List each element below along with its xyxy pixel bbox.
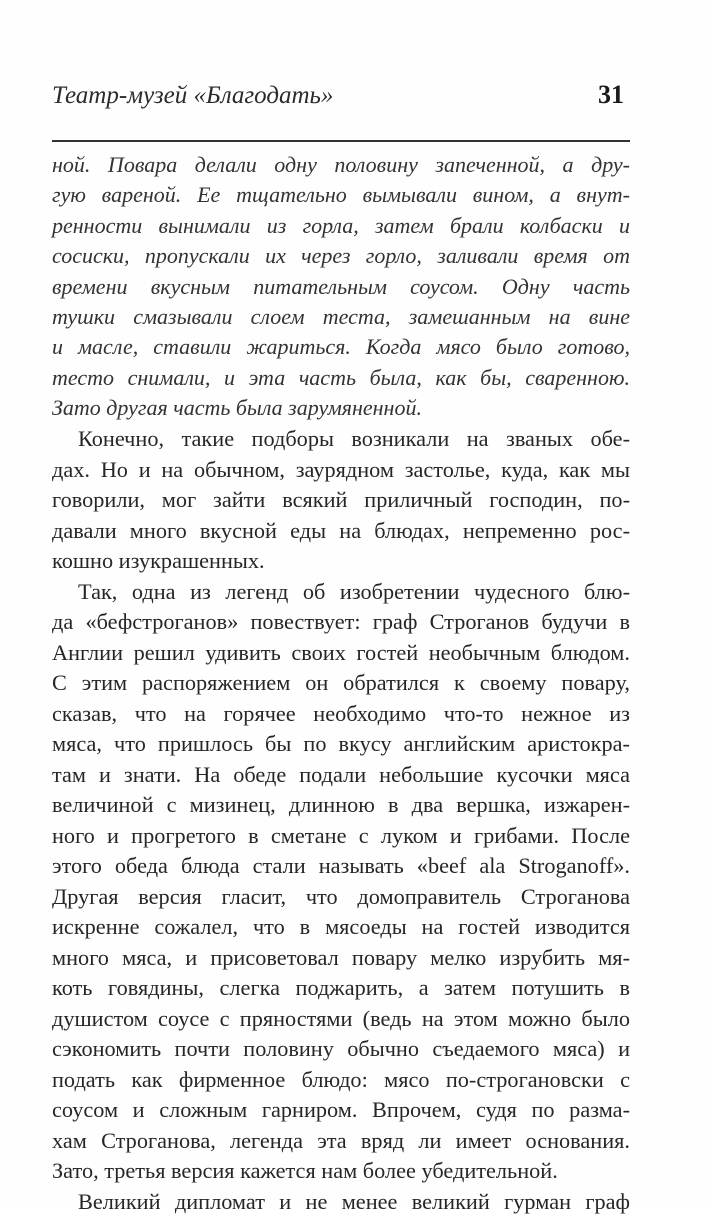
text-line: ренности вынимали из горла, затем брали колбаски и xyxy=(52,211,630,241)
text-line: С этим распоряжением он обратился к своему повару, xyxy=(52,668,630,699)
text-line: давали много вкусной еды на блюдах, непременно рос- xyxy=(52,516,630,547)
text-line: сказав, что на горячее необходимо что-то нежное из xyxy=(52,699,630,730)
text-line: душистом соусе с пряностями (ведь на этом можно было xyxy=(52,1004,630,1035)
text-line: Зато, третья версия кажется нам более убедительной. xyxy=(52,1156,630,1187)
text-line: ной. Повара делали одну половину запеченной, а дру- xyxy=(52,150,630,180)
text-line: хам Строганова, легенда эта вряд ли имеет основания. xyxy=(52,1126,630,1157)
text-line: много мяса, и присоветовал повару мелко изрубить мя- xyxy=(52,943,630,974)
text-line: тесто снимали, и эта часть была, как бы, сваренною. xyxy=(52,363,630,393)
text-line: искренне сожалел, что в мясоеды на гостей изводится xyxy=(52,912,630,943)
text-line: да «бефстроганов» повествует: граф Строганов будучи в xyxy=(52,607,630,638)
text-line: Так, одна из легенд об изобретении чудесного блю- xyxy=(52,577,630,608)
text-line: времени вкусным питательным соусом. Одну часть xyxy=(52,272,630,302)
text-line: этого обеда блюда стали называть «beef ala Stroganoff». xyxy=(52,851,630,882)
text-line: Другая версия гласит, что домоправитель Строганова xyxy=(52,882,630,913)
paragraph-3 xyxy=(52,1187,630,1217)
text-line: говорили, мог зайти всякий приличный господин, по- xyxy=(52,485,630,516)
text-line: ного и прогретого в сметане с луком и грибами. После xyxy=(52,821,630,852)
italic-paragraph xyxy=(52,150,630,424)
text-line: там и знати. На обеде подали небольшие кусочки мяса xyxy=(52,760,630,791)
text-line: кошно изукрашенных. xyxy=(52,546,630,577)
paragraph-2 xyxy=(52,577,630,1187)
paragraph-1 xyxy=(52,424,630,577)
text-line: Англии решил удивить своих гостей необычным блюдом. xyxy=(52,638,630,669)
text-line: мяса, что пришлось бы по вкусу английским аристокра- xyxy=(52,729,630,760)
text-line: дах. Но и на обычном, заурядном застолье, куда, как мы xyxy=(52,455,630,486)
text-line: Зато другая часть была зарумяненной. xyxy=(52,393,630,423)
page-number: 31 xyxy=(598,80,624,110)
text-line: сосиски, пропускали их через горло, заливали время от xyxy=(52,241,630,271)
text-line: Великий дипломат и не менее великий гурман граф xyxy=(52,1187,630,1217)
body-text xyxy=(52,424,630,1217)
text-line: Конечно, такие подборы возникали на званых обе- xyxy=(52,424,630,455)
header-divider xyxy=(52,140,630,142)
running-head xyxy=(52,80,630,116)
text-line: тушки смазывали слоем теста, замешанным на вине xyxy=(52,302,630,332)
text-line: гую вареной. Ее тщательно вымывали вином, а внут- xyxy=(52,180,630,210)
text-line: подать как фирменное блюдо: мясо по-строгановски с xyxy=(52,1065,630,1096)
text-line: величиной с мизинец, длинною в два вершка, изжарен- xyxy=(52,790,630,821)
running-title: Театр-музей «Благодать» xyxy=(52,82,333,110)
text-line: коть говядины, слегка поджарить, а затем потушить в xyxy=(52,973,630,1004)
text-line: и масле, ставили жариться. Когда мясо было готово, xyxy=(52,332,630,362)
text-line: сэкономить почти половину обычно съедаемого мяса) и xyxy=(52,1034,630,1065)
text-line: соусом и сложным гарниром. Впрочем, судя по разма- xyxy=(52,1095,630,1126)
